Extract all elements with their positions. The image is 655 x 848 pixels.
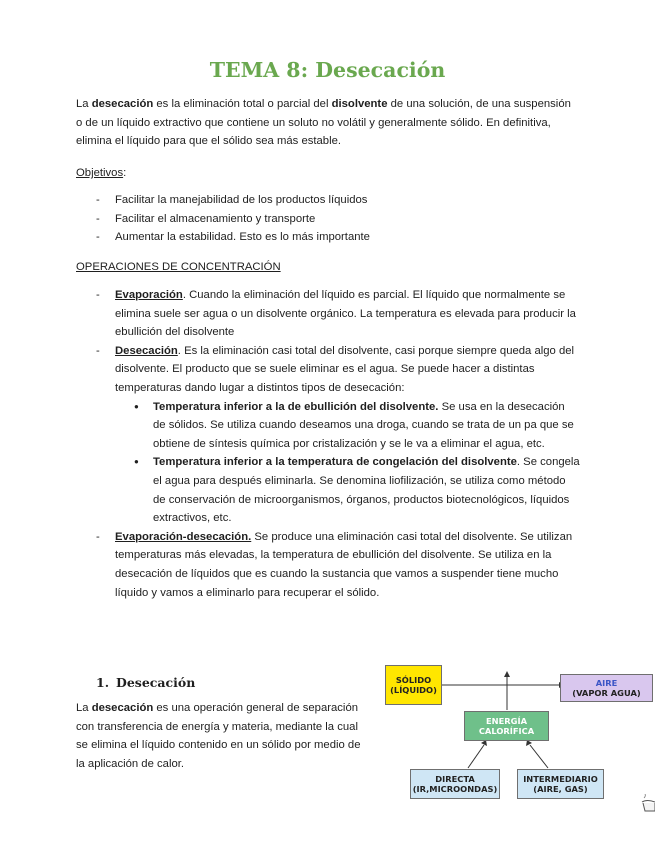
solido-box [385, 665, 442, 705]
inter-arrow-line [530, 745, 548, 768]
desecacion-type-item [153, 453, 580, 527]
desecacion-text: . Es la eliminación casi total del disolvente, casi porque siempre queda algo del disolvente. El producto que se suele eliminar es el agua. Se puede hacer a distintas temperaturas dando lugar a distintos tipos de desecación: [115, 344, 575, 394]
section1-text-1: La [76, 702, 92, 714]
intro-bold-desecacion: desecación [91, 98, 154, 110]
intro-text-2: es la eliminación total o parcial del [153, 98, 332, 110]
intro-paragraph [76, 95, 576, 151]
intro-text-3: de una solución, de una suspensión o de un líquido extractivo que contiene un soluto no volátil y generalmente sólido. En definitiva, elimina el líquido para que el sólido sea más estable. [76, 98, 571, 148]
directa-arrow-line [468, 745, 484, 768]
objetivo-item: - Facilitar la manejabilidad de los productos líquidos [96, 191, 580, 210]
operacion-desecacion [96, 342, 580, 528]
aire-box [560, 674, 653, 702]
evap-desec-term: Evaporación-desecación. [115, 530, 252, 543]
intro-text-1: La [76, 98, 92, 110]
desecacion-type-bold: Temperatura inferior a la temperatura de congelación del disolvente [153, 456, 517, 469]
section-heading [96, 674, 195, 693]
objetivos-label [76, 164, 126, 183]
objetivo-item: - Aumentar la estabilidad. Esto es lo más importante [96, 228, 580, 247]
desecacion-type-bold: Temperatura inferior a la de ebullición del disolvente. [153, 400, 439, 413]
desecacion-type-item [153, 398, 580, 454]
aire-label: AIRE [595, 677, 618, 688]
section1-paragraph [76, 699, 371, 773]
evap-desec-text: Se produce una eliminación casi total del disolvente. Se utilizan temperaturas más elevadas, la temperatura de ebullición del disolvente. Se utiliza en la desecación de líquidos que es cuando la sustancia que vamos a suspender tiene mucho líquido y vamos a eliminarlo para recuperar el sólido. [115, 530, 573, 599]
section1-bold: desecación [91, 702, 154, 714]
desecacion-types-list [115, 398, 580, 528]
liquido-label: (LÍQUIDO) [390, 685, 437, 695]
objetivos-list [96, 191, 580, 247]
directa-label: DIRECTA [435, 773, 475, 784]
objetivo-item: - Facilitar el almacenamiento y transporte [96, 210, 580, 229]
desecacion-diagram [380, 662, 655, 812]
objetivos-label-text: Objetivos [76, 167, 124, 179]
page-title: TEMA 8: Desecación [209, 58, 446, 82]
vapor-agua-label: (VAPOR AGUA) [572, 688, 641, 698]
energia-box [464, 711, 549, 741]
objetivos-colon: : [123, 167, 127, 179]
aire-gas-label: (AIRE, GAS) [533, 784, 588, 794]
evaporacion-text: . Cuando la eliminación del líquido es parcial. El líquido que normalmente se elimina suele ser agua o un disolvente orgánico. La temperatura es elevada para producir la ebullición del disolvente [115, 289, 576, 339]
desecacion-term: Desecación [115, 344, 178, 357]
operacion-evaporacion-desecacion [96, 528, 580, 602]
intermediario-box [517, 769, 604, 799]
section1-text-2: es una operación general de separación con transferencia de energía y materia, mediante la cual se elimina el líquido contenido en un sólido por medio de la aplicación de calor. [76, 702, 361, 770]
section-heading-text: Desecación [116, 675, 196, 690]
calorifica-label: CALORÍFICA [478, 726, 535, 736]
coffee-cup-icon [640, 794, 655, 814]
energia-label: ENERGÍA [486, 715, 527, 726]
energia-up-arrowhead [504, 671, 510, 677]
intermediario-label: INTERMEDIARIO [523, 773, 598, 784]
evaporacion-term: Evaporación [115, 289, 183, 301]
solido-label: SÓLIDO [395, 674, 432, 685]
desecacion-type-text: Se usa en la desecación de sólidos. Se utiliza cuando deseamos una droga, cuando se trata de un pa que se obtiene de síntesis química por cristalización y se le va a eliminar el agua, etc. [153, 400, 574, 450]
ir-microondas-label: (IR,MICROONDAS) [412, 784, 498, 794]
desecacion-type-text: . Se congela el agua para después eliminarla. Se denomina liofilización, se utiliza como método de conservación de microorganismos, órganos, productos biotecnológicos, líquidos extractivos, etc. [153, 456, 580, 525]
intro-bold-disolvente: disolvente [331, 98, 388, 110]
section-number: 1. [96, 675, 110, 690]
operaciones-label: OPERACIONES DE CONCENTRACIÓN [76, 261, 281, 273]
operacion-evaporacion [96, 286, 580, 342]
operaciones-list [96, 286, 580, 602]
directa-box [410, 769, 500, 799]
